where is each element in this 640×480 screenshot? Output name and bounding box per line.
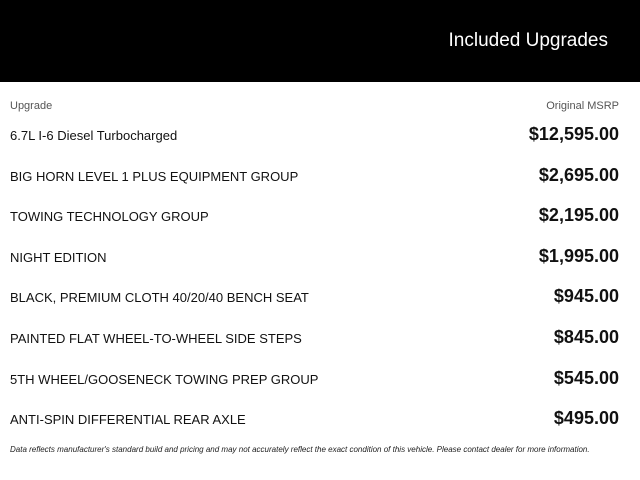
upgrade-price: $2,695.00 [538,164,619,185]
list-item [10,157,619,198]
upgrade-price: $1,995.00 [538,245,619,266]
upgrade-name: PAINTED FLAT WHEEL-TO-WHEEL SIDE STEPS [10,330,302,346]
upgrade-name: BIG HORN LEVEL 1 PLUS EQUIPMENT GROUP [10,168,299,184]
list-item [10,400,619,441]
upgrades-list [10,116,619,441]
upgrade-name: 6.7L I-6 Diesel Turbocharged [10,128,178,143]
upgrade-price: $845.00 [553,326,619,347]
list-item [10,278,619,319]
upgrade-price: $495.00 [553,408,619,429]
list-item [10,116,619,157]
page-title: Included Upgrades [448,30,608,51]
list-item [10,238,619,279]
column-headers [10,100,619,114]
column-header-upgrade: Upgrade [10,100,53,112]
upgrade-price: $945.00 [553,286,619,307]
upgrade-name: NIGHT EDITION [10,249,107,265]
upgrade-name: ANTI-SPIN DIFFERENTIAL REAR AXLE [10,412,246,428]
upgrade-name: BLACK, PREMIUM CLOTH 40/20/40 BENCH SEAT [10,290,309,306]
upgrade-price: $2,195.00 [538,205,619,226]
header-bar [0,0,640,82]
disclaimer-text: Data reflects manufacturer's standard build and pricing and may not accurately reflect the exact condition of this vehicle. Please contact dealer for more information. [10,445,590,454]
upgrade-price: $545.00 [553,367,619,388]
upgrade-name: 5TH WHEEL/GOOSENECK TOWING PREP GROUP [10,371,319,387]
list-item [10,319,619,360]
list-item [10,360,619,401]
list-item [10,197,619,238]
upgrade-name: TOWING TECHNOLOGY GROUP [10,209,209,225]
column-header-msrp: Original MSRP [546,100,619,112]
upgrade-price: $12,595.00 [528,124,619,144]
